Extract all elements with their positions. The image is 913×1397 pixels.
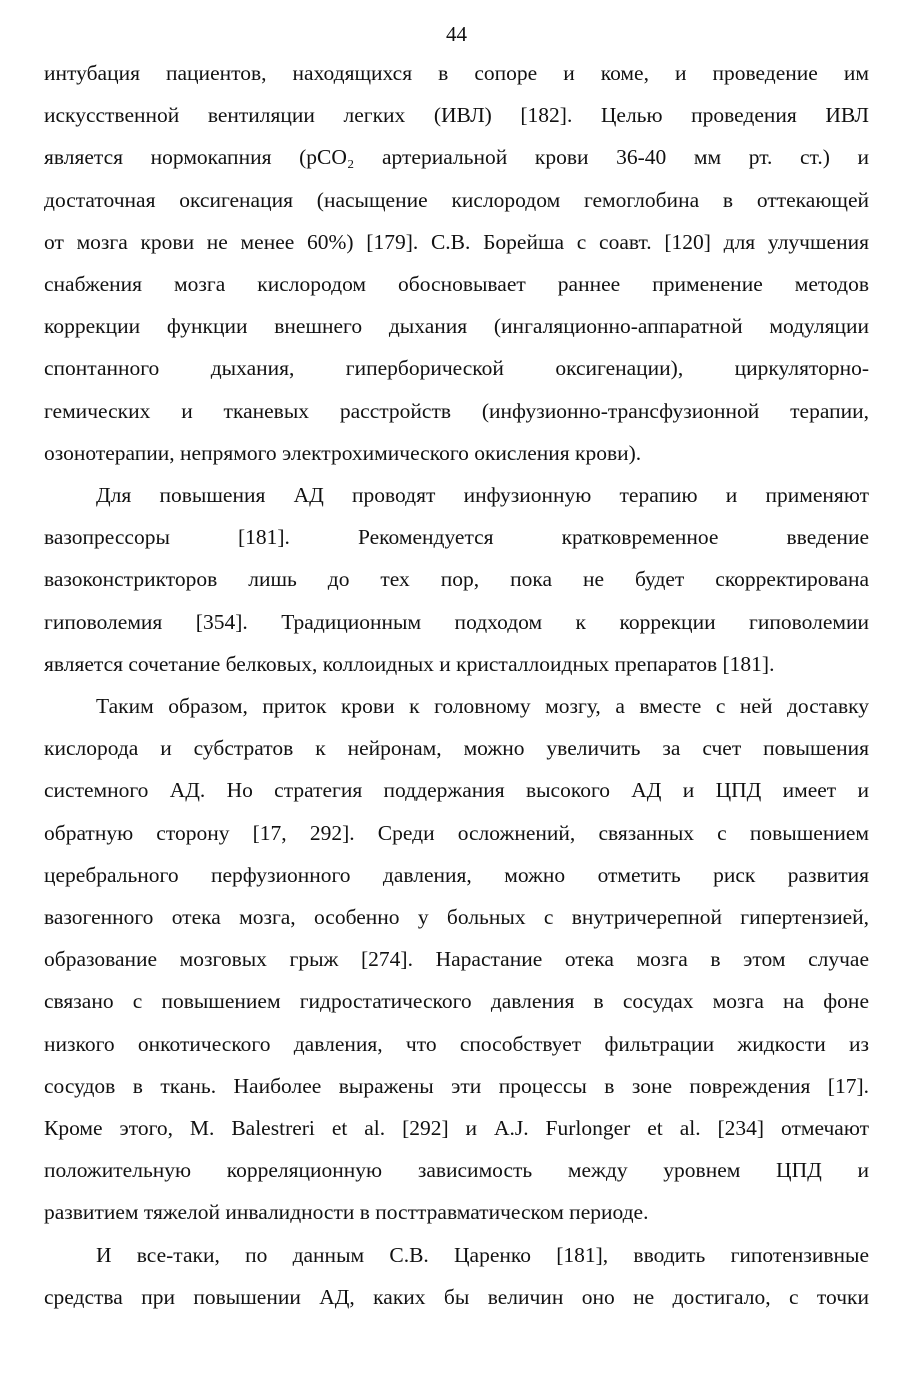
paragraph-2 bbox=[44, 474, 869, 685]
text-line: коррекции функции внешнего дыхания (ингаляционно-аппаратной модуляции bbox=[44, 314, 869, 339]
text-line: Кроме этого, M. Balestreri et al. [292] и A.J. Furlonger et al. [234] отмечают bbox=[44, 1116, 869, 1141]
text-line: Таким образом, приток крови к головному мозгу, а вместе с ней доставку bbox=[96, 694, 869, 719]
paragraph-3 bbox=[44, 685, 869, 1234]
text-line: вазогенного отека мозга, особенно у больных с внутричерепной гипертензией, bbox=[44, 905, 869, 930]
text-line: достаточная оксигенация (насыщение кислородом гемоглобина в оттекающей bbox=[44, 187, 869, 212]
text-line: И все-таки, по данным С.В. Царенко [181], вводить гипотензивные bbox=[96, 1242, 869, 1267]
paragraph-4 bbox=[44, 1234, 869, 1318]
text-line: низкого онкотического давления, что способствует фильтрации жидкости из bbox=[44, 1031, 869, 1056]
text-line: вазопрессоры [181]. Рекомендуется кратковременное введение bbox=[44, 525, 869, 550]
text-line: озонотерапии, непрямого электрохимического окисления крови). bbox=[44, 440, 642, 465]
text-line: связано с повышением гидростатического давления в сосудах мозга на фоне bbox=[44, 989, 869, 1014]
text-line: искусственной вентиляции легких (ИВЛ) [182]. Целью проведения ИВЛ bbox=[44, 103, 869, 128]
text-line: является сочетание белковых, коллоидных и кристаллоидных препаратов [181]. bbox=[44, 651, 775, 676]
text-line: интубация пациентов, находящихся в сопоре и коме, и проведение им bbox=[44, 61, 869, 85]
text-line: гемических и тканевых расстройств (инфузионно-трансфузионной терапии, bbox=[44, 398, 869, 423]
text-line: системного АД. Но стратегия поддержания высокого АД и ЦПД имеет и bbox=[44, 778, 869, 803]
text-line: кислорода и субстратов к нейронам, можно увеличить за счет повышения bbox=[44, 736, 869, 761]
text-line: гиповолемия [354]. Традиционным подходом к коррекции гиповолемии bbox=[44, 609, 869, 634]
text-line: от мозга крови не менее 60%) [179]. С.В. Борейша с соавт. [120] для улучшения bbox=[44, 229, 869, 254]
text-line: вазоконстрикторов лишь до тех пор, пока не будет скорректирована bbox=[44, 567, 869, 592]
text-line: средства при повышении АД, каких бы величин оно не достигало, с точки bbox=[44, 1284, 869, 1309]
text-line: образование мозговых грыж [274]. Нарастание отека мозга в этом случае bbox=[44, 947, 869, 972]
text-line: церебрального перфузионного давления, можно отметить риск развития bbox=[44, 862, 869, 887]
page-number: 44 bbox=[446, 22, 467, 46]
text-line: развитием тяжелой инвалидности в посттравматическом периоде. bbox=[44, 1200, 649, 1225]
text-line: Для повышения АД проводят инфузионную терапию и применяют bbox=[96, 483, 869, 508]
text-line: обратную сторону [17, 292]. Среди осложнений, связанных с повышением bbox=[44, 820, 869, 845]
text-line: является нормокапния (pCO₂ артериальной крови 36-40 мм рт. ст.) и bbox=[44, 145, 869, 170]
text-line: сосудов в ткань. Наиболее выражены эти процессы в зоне повреждения [17]. bbox=[44, 1073, 869, 1098]
text-body bbox=[44, 52, 869, 1318]
text-line: положительную корреляционную зависимость между уровнем ЦПД и bbox=[44, 1158, 869, 1183]
text-line: спонтанного дыхания, гиперборической оксигенации), циркуляторно- bbox=[44, 356, 869, 381]
text-line: снабжения мозга кислородом обосновывает раннее применение методов bbox=[44, 272, 869, 297]
paragraph-1 bbox=[44, 52, 869, 474]
